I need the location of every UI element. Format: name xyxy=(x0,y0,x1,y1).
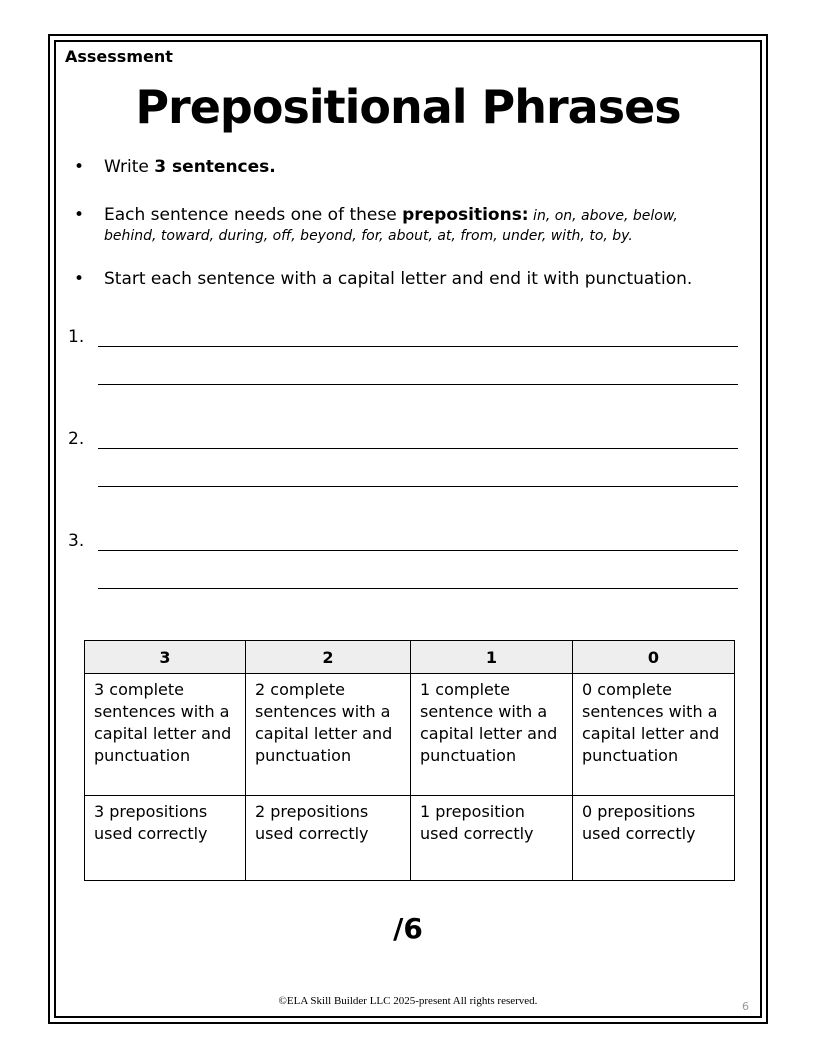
instruction-2-bold: prepositions: xyxy=(402,205,529,225)
rubric-header-cell: 1 xyxy=(411,641,573,674)
instruction-1-text: Write xyxy=(104,157,155,177)
rubric-cell: 3 complete sentences with a capital letter and punctuation xyxy=(85,674,246,796)
answer-line-1a[interactable] xyxy=(98,346,738,347)
copyright-notice: ©ELA Skill Builder LLC 2025-present All rights reserved. xyxy=(278,995,538,1007)
page-title: Prepositional Phrases xyxy=(135,80,681,134)
instruction-item-2 xyxy=(70,204,774,245)
rubric-row-sentences xyxy=(85,674,735,796)
rubric-cell: 0 complete sentences with a capital letter and punctuation xyxy=(573,674,735,796)
instruction-1-bold: 3 sentences. xyxy=(154,157,276,177)
rubric-cell: 1 complete sentence with a capital letter and punctuation xyxy=(411,674,573,796)
page-number: 6 xyxy=(742,1000,749,1013)
instruction-item-3 xyxy=(70,268,774,290)
rubric-row-prepositions xyxy=(85,796,735,881)
rubric-cell: 2 prepositions used correctly xyxy=(246,796,411,881)
answer-number-1: 1. xyxy=(68,327,85,347)
rubric-cell: 1 preposition used correctly xyxy=(411,796,573,881)
instruction-3-text: Start each sentence with a capital letter and end it with punctuation. xyxy=(104,269,693,289)
answer-number-2: 2. xyxy=(68,429,85,449)
total-score: /6 xyxy=(393,912,423,945)
rubric-header-cell: 0 xyxy=(573,641,735,674)
answer-line-3a[interactable] xyxy=(98,550,738,551)
answer-line-3b[interactable] xyxy=(98,588,738,589)
rubric-cell: 0 prepositions used correctly xyxy=(573,796,735,881)
rubric-header-row xyxy=(85,641,735,674)
instruction-item-1 xyxy=(70,156,774,178)
scoring-rubric-table xyxy=(84,640,735,881)
rubric-cell: 3 prepositions used correctly xyxy=(85,796,246,881)
rubric-header-cell: 2 xyxy=(246,641,411,674)
answer-line-2b[interactable] xyxy=(98,486,738,487)
answer-line-1b[interactable] xyxy=(98,384,738,385)
instruction-2-text: Each sentence needs one of these xyxy=(104,205,403,225)
prepositions-list-1: in, on, above, below, xyxy=(528,208,678,224)
prepositions-list-2: behind, toward, during, off, beyond, for, about, at, from, under, with, to, by. xyxy=(104,228,633,244)
rubric-header-cell: 3 xyxy=(85,641,246,674)
answer-number-3: 3. xyxy=(68,531,85,551)
rubric-cell: 2 complete sentences with a capital letter and punctuation xyxy=(246,674,411,796)
answer-line-2a[interactable] xyxy=(98,448,738,449)
assessment-label: Assessment xyxy=(65,47,173,66)
